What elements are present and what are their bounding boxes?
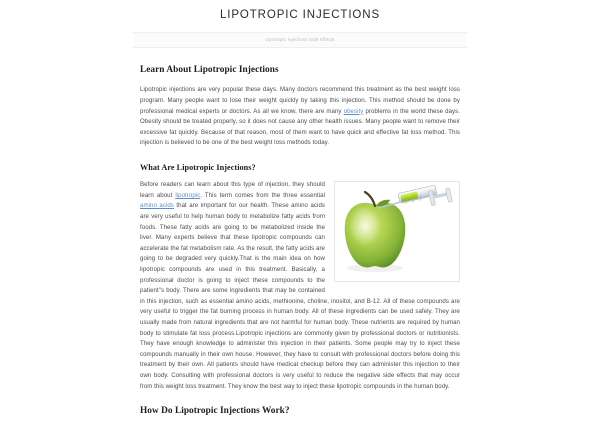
body-text-part-1: Before readers can learn about this type of injection, they should learn about <box>140 181 325 199</box>
green-apple-with-syringe-icon <box>335 182 459 281</box>
link-lipotropic[interactable]: lipotropic <box>175 191 201 199</box>
page-title: LIPOTROPIC INJECTIONS <box>219 9 381 21</box>
paragraph-intro <box>140 85 460 149</box>
figure-apple-syringe <box>334 181 460 282</box>
body-text-part-2: . This term comes from the three essential <box>200 191 325 199</box>
link-obesity[interactable]: obesity <box>343 107 364 115</box>
nav-item-lipotropic-injections-side-effects[interactable]: Lipotropic Injections Side Effects <box>265 36 335 42</box>
article-content <box>140 48 460 424</box>
heading-how-do-lipotropic-injections-work: How Do Lipotropic Injections Work? <box>140 406 290 417</box>
heading-learn-about-lipotropic-injections: Learn About Lipotropic Injections <box>140 64 279 75</box>
intro-text-part-2: problems in the world these days. Obesity should be treated properly, so it does not cause any other health issues. Many people want to remove their excessive fat quickly. Because of that reason, most of them want to have quick and effective fat loss method. This injection is believed to be one of the best weight loss methods today. <box>140 107 460 147</box>
link-amino-acids[interactable]: amino acids <box>140 202 174 210</box>
intro-text-part-1: Lipotropic injections are very popular these days. Many doctors recommend this treatment as the best weight loss program. Many people want to lose their weight quickly by taking this injection. This method should be done by professional medical experts or doctors. As all we know, there are many <box>140 86 460 115</box>
site-header <box>0 0 600 23</box>
heading-what-are-lipotropic-injections: What Are Lipotropic Injections? <box>140 162 256 172</box>
body-text-part-3: that are important for our health. These amino acids are very useful to help human body to metabolize fatty acids from foods. These fatty acids are going to be metabolized inside the liver. Many experts believe that these lipotropic compounds can accelerate the fat metabolism rate. As the result, the fatty acids are going to be degraded very quickly.That is the main idea on how lipotropic compounds are used in this treatment. Basically, a professional doctor is going to inject these compounds to the patient"s body. There are some ingredients that may be contained in this injection, such as essential amino acids, methionine, choline, inositol, and B-12. All of these compounds are very useful to trigger the fat burning process in human body. All of these ingredients can be used safely. They are usually made from natural ingredients that are not harmful for human body. These nutrients are required by human body to stimulate fat loss process.Lipotropic injections are commonly given by professional doctors or nutritionists. They have enough knowledge to administer this injection in their patients. Some people may try to inject these compounds manually in their own house. However, they have to consult with professional doctors before doing this treatment by their own. All patients should have medical checkup before they can administer this injection to their own body. Consulting with professional doctors is very useful to reduce the negative side effects that may occur from this weight loss treatment. They know the best way to inject these lipotropic compounds in the human body. <box>140 202 460 390</box>
primary-navigation[interactable] <box>133 32 467 48</box>
apple-highlight <box>349 206 381 246</box>
